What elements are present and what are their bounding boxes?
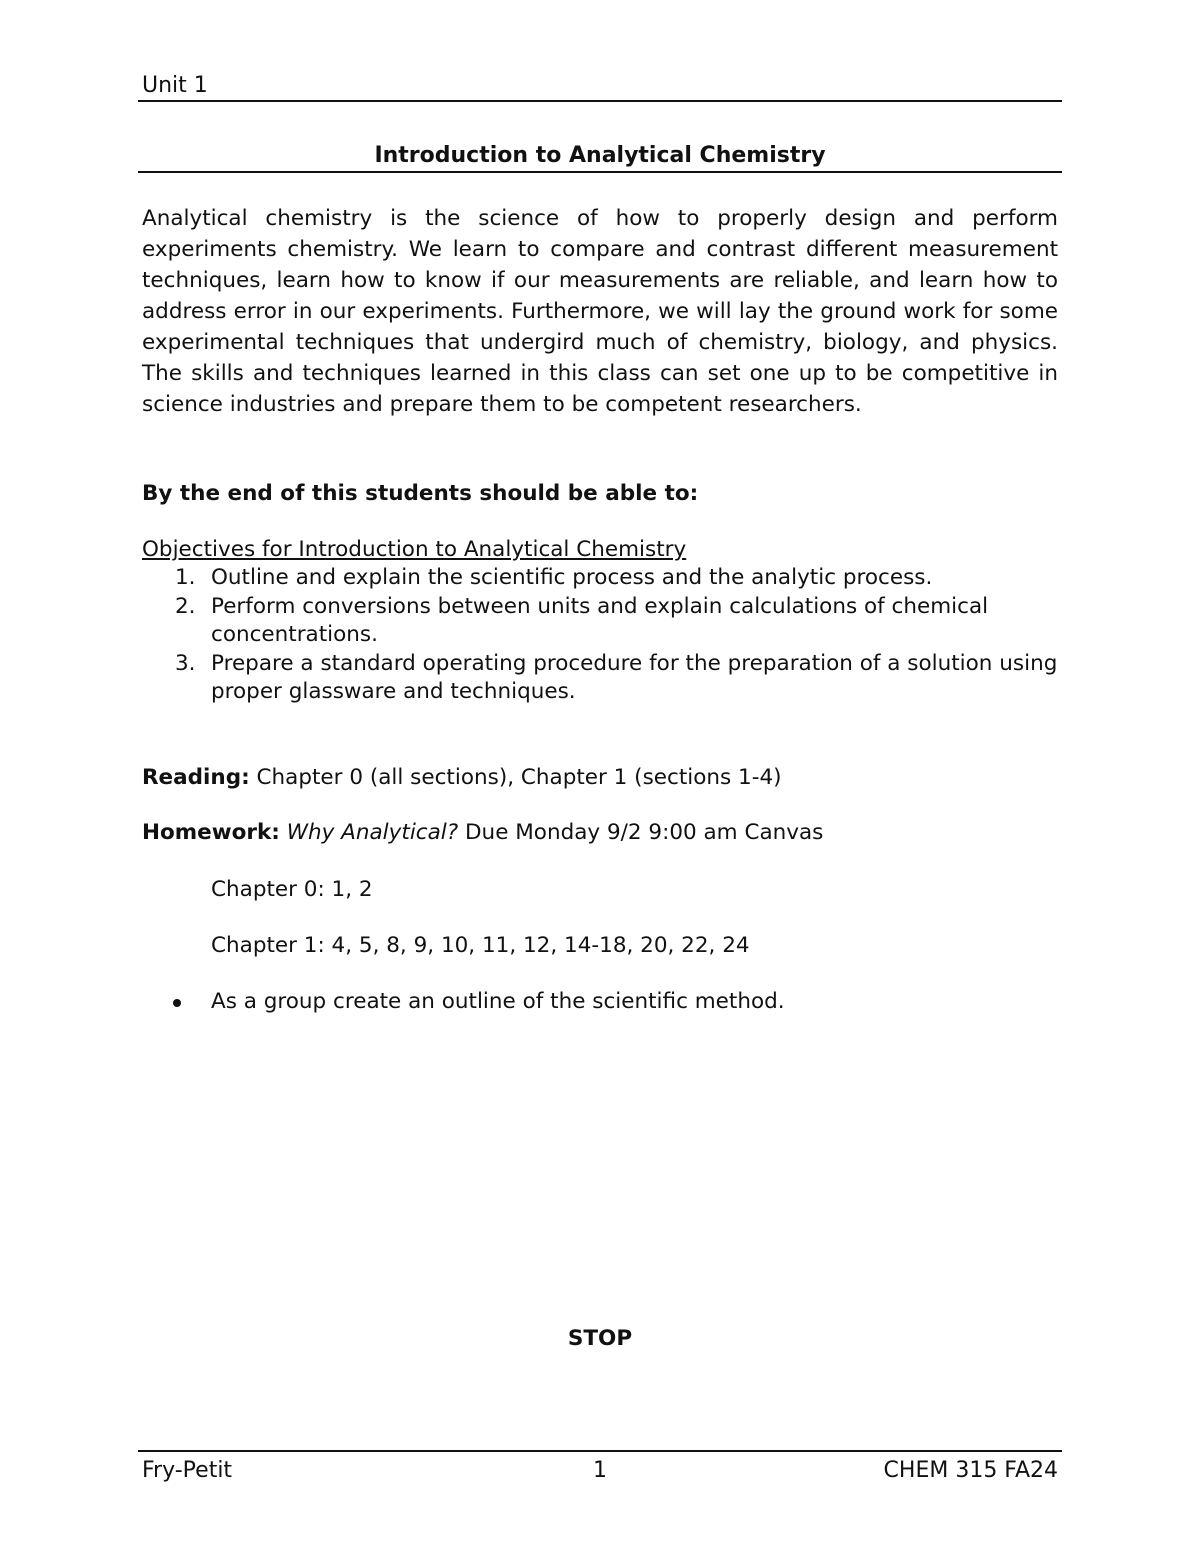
reading-line: [142, 764, 782, 792]
document-page: [142, 0, 1062, 1553]
objective-text: Prepare a standard operating procedure for the preparation of a solution using proper glassware and techniques.: [211, 650, 1058, 704]
homework-due: Due Monday 9/2 9:00 am Canvas: [458, 820, 824, 845]
homework-chapter-0: Chapter 0: 1, 2: [211, 877, 373, 902]
footer-rule: [138, 1450, 1062, 1452]
running-header-unit: Unit 1: [142, 73, 208, 98]
objective-text: Outline and explain the scientific process and the analytic process.: [211, 565, 933, 590]
reading-label: Reading:: [142, 765, 250, 790]
objective-text: Perform conversions between units and explain calculations of chemical concentrations.: [211, 593, 989, 647]
stop-marker: STOP: [567, 1326, 633, 1351]
footer-page-number: 1: [593, 1458, 607, 1483]
homework-title: Why Analytical?: [286, 820, 459, 845]
outcomes-heading: By the end of this students should be able to:: [142, 481, 699, 506]
header-rule: [138, 100, 1062, 102]
footer-author: Fry-Petit: [142, 1458, 233, 1483]
reading-text: Chapter 0 (all sections), Chapter 1 (sections 1-4): [249, 765, 782, 790]
page-footer: [142, 1457, 1058, 1485]
objectives-list: [142, 564, 1062, 707]
homework-label: Homework:: [142, 820, 280, 845]
objective-number: 3.: [175, 650, 196, 676]
homework-bullet-text: As a group create an outline of the scientific method.: [211, 989, 785, 1014]
objective-number: 2.: [175, 593, 196, 619]
footer-course: CHEM 315 FA24: [883, 1458, 1058, 1483]
objective-item: [142, 593, 1062, 650]
title-rule: [138, 171, 1062, 173]
objectives-heading: Objectives for Introduction to Analytical Chemistry: [142, 537, 687, 562]
document-title: Introduction to Analytical Chemistry: [374, 143, 826, 168]
bullet-icon: [173, 999, 181, 1007]
objective-item: [142, 564, 1062, 593]
intro-paragraph: Analytical chemistry is the science of how to properly design and perform experiments chemistry. We learn to compare and contrast different measurement techniques, learn how to know if our measurements are reliable, and learn how to address error in our experiments. Furthermore, we will lay the ground work for some experimental techniques that undergird much of chemistry, biology, and physics. The skills and techniques learned in this class can set one up to be competitive in science industries and prepare them to be competent researchers.: [142, 206, 1058, 417]
objective-number: 1.: [175, 565, 196, 590]
objective-item: [142, 650, 1062, 707]
homework-line: [142, 819, 823, 847]
homework-chapter-1: Chapter 1: 4, 5, 8, 9, 10, 11, 12, 14-18, 20, 22, 24: [211, 933, 750, 958]
